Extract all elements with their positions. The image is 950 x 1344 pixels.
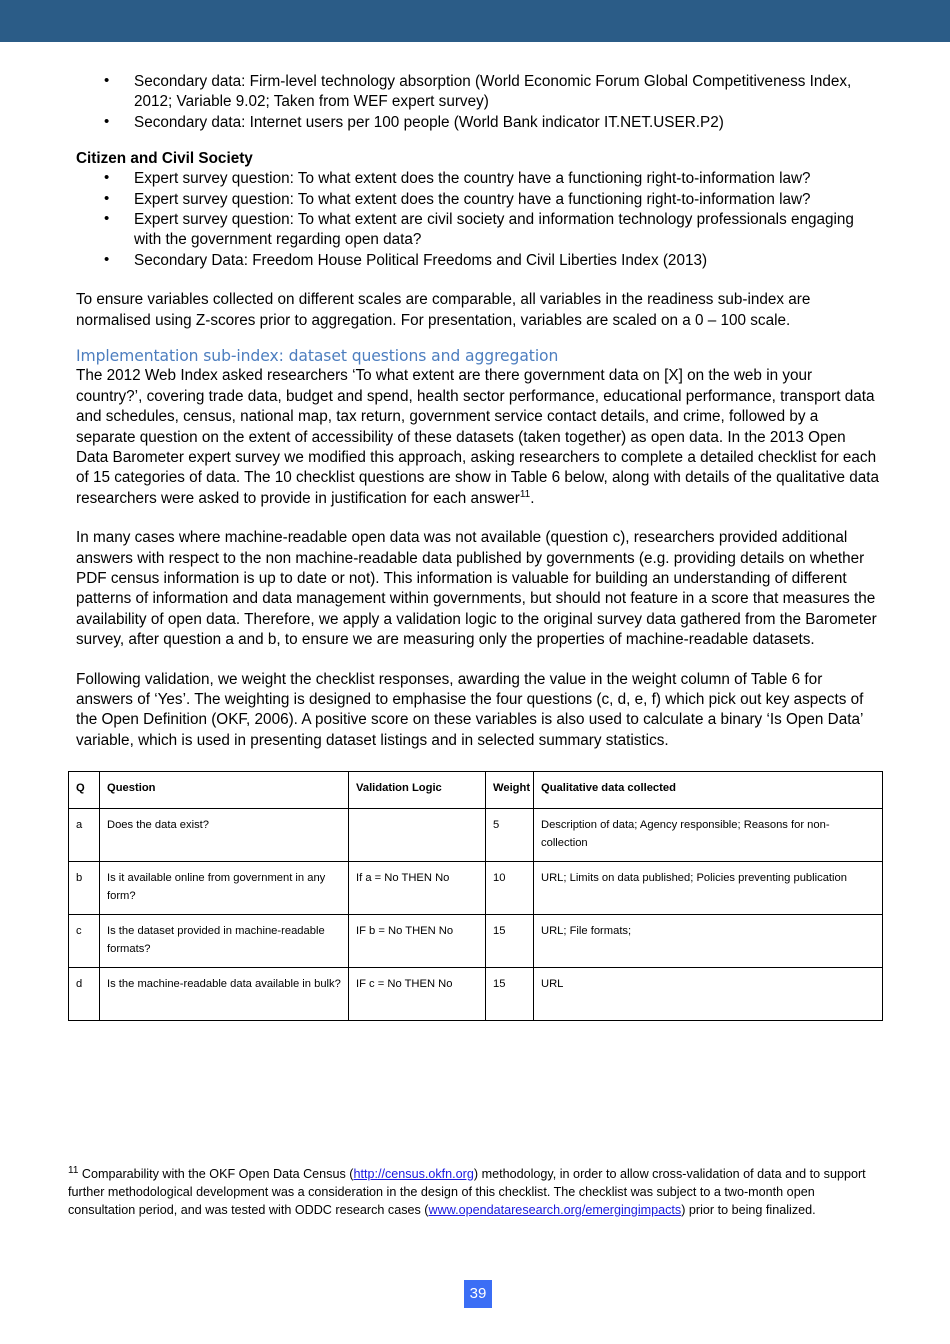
cell-validation: If a = No THEN No	[349, 862, 486, 915]
footnote-marker: 11	[68, 1164, 79, 1176]
secondary-data-bullet-list	[76, 72, 882, 133]
table-row	[69, 968, 883, 1021]
cell-qualitative: URL; File formats;	[534, 915, 883, 968]
table-row	[69, 862, 883, 915]
list-item: • Secondary Data: Freedom House Political Freedoms and Civil Liberties Index (2013)	[76, 251, 882, 271]
machine-readable-paragraph: In many cases where machine-readable open data was not available (question c), researchers provided additional answers with respect to the non machine-readable data published by governments (e.g. providing details on whether PDF census information is up to date or not). This information is valuable for building an understanding of different patterns of information and data management within governments, but should not feature in a score that measures the availability of open data. Therefore, we apply a validation logic to the original survey data gathered from the Barometer survey, after question a and b, to ensure we are measuring only the properties of machine-readable datasets.	[76, 529, 877, 649]
cell-q: d	[69, 968, 100, 1021]
footnote-text-part-1: Comparability with the OKF Open Data Census (	[78, 1167, 354, 1181]
footnote-link-census-okfn[interactable]: http://census.okfn.org	[353, 1167, 474, 1181]
column-header-validation-logic: Validation Logic	[349, 772, 486, 809]
checklist-table	[68, 771, 883, 1021]
spacer	[76, 509, 882, 528]
cell-question: Does the data exist?	[100, 809, 349, 862]
list-item: • Expert survey question: To what extent does the country have a functioning right-to-information law?	[76, 190, 882, 210]
spacer	[76, 651, 882, 670]
implementation-paragraph	[76, 366, 882, 509]
top-banner	[0, 0, 950, 42]
footnote-text-part-3: ) prior to being finalized.	[681, 1202, 816, 1217]
column-header-qualitative-data: Qualitative data collected	[534, 772, 883, 809]
normalisation-paragraph: To ensure variables collected on different scales are comparable, all variables in the readiness sub-index are normalised using Z-scores prior to aggregation. For presentation, variables are scaled on a 0 – 100 scale.	[76, 291, 811, 329]
cell-weight: 15	[486, 915, 534, 968]
column-header-q: Q	[69, 772, 100, 809]
footnote-link-opendataresearch[interactable]: www.opendataresearch.org/emergingimpacts	[428, 1202, 682, 1217]
list-item: • Expert survey question: To what extent does the country have a functioning right-to-information law?	[76, 169, 882, 189]
list-item: • Secondary data: Internet users per 100 people (World Bank indicator IT.NET.USER.P2)	[76, 113, 882, 133]
weighting-paragraph: Following validation, we weight the checklist responses, awarding the value in the weight column of Table 6 for answers of ‘Yes’. The weighting is designed to emphasise the four questions (c, d, e, f) which pick out key aspects of the Open Definition (OKF, 2006). A positive score on these variables is also used to calculate a binary ‘Is Open Data’ variable, which is used in presenting dataset listings and in selected summary statistics.	[76, 670, 864, 749]
column-header-weight: Weight	[486, 772, 534, 809]
implementation-paragraph-tail: .	[530, 489, 535, 507]
implementation-paragraph-text: The 2012 Web Index asked researchers ‘To what extent are there government data on [X] on the web in your country?’, covering trade data, budget and spend, health sector performance, educational performance, transport data and schedules, census, national map, tax return, government service contact details, and crime, followed by a separate question on the extent of accessibility of these datasets (taken together) as open data. In the 2013 Open Data Barometer expert survey we modified this approach, asking researchers to complete a detailed checklist for each of 15 categories of data. The 10 checklist questions are show in Table 6 below, along with details of the qualitative data researchers were asked to provide in justification for each answer	[76, 367, 880, 507]
cell-q: b	[69, 862, 100, 915]
list-item: • Expert survey question: To what extent are civil society and information technology professionals engaging with the government regarding open data?	[76, 210, 882, 251]
cell-weight: 5	[486, 809, 534, 862]
column-header-question: Question	[100, 772, 349, 809]
page-content	[76, 72, 882, 1021]
cell-q: c	[69, 915, 100, 968]
cell-validation	[349, 809, 486, 862]
cell-qualitative: URL; Limits on data published; Policies preventing publication	[534, 862, 883, 915]
table-row	[69, 809, 883, 862]
table-header-row	[69, 772, 883, 809]
cell-qualitative: Description of data; Agency responsible; Reasons for non-collection	[534, 809, 883, 862]
cell-validation: IF b = No THEN No	[349, 915, 486, 968]
citizen-civil-society-heading: Citizen and Civil Society	[76, 150, 253, 168]
cell-question: Is the machine-readable data available in bulk?	[100, 968, 349, 1021]
cell-qualitative: URL	[534, 968, 883, 1021]
footnote-marker-inline: 11	[519, 488, 531, 500]
cell-validation: IF c = No THEN No	[349, 968, 486, 1021]
table-row	[69, 915, 883, 968]
cell-question: Is it available online from government in any form?	[100, 862, 349, 915]
spacer	[76, 331, 882, 347]
implementation-sub-index-heading: Implementation sub-index: dataset questions and aggregation	[76, 346, 559, 365]
footnote-text-part-2: ) methodology, in order to allow cross-validation of data and to support further methodological development was a consideration in the design of this checklist. The checklist was subject to a two-month open consultation period, and was tested with ODDC research cases (	[68, 1167, 866, 1217]
spacer	[76, 133, 882, 149]
list-item: • Secondary data: Firm-level technology absorption (World Economic Forum Global Competitiveness Index, 2012; Variable 9.02; Taken from WEF expert survey)	[76, 72, 882, 113]
footnote-block	[68, 1166, 884, 1220]
spacer	[76, 271, 882, 290]
cell-q: a	[69, 809, 100, 862]
cell-weight: 10	[486, 862, 534, 915]
citizen-civil-society-bullet-list	[76, 169, 882, 271]
page-number-badge: 39	[464, 1280, 492, 1308]
cell-weight: 15	[486, 968, 534, 1021]
checklist-table-container	[76, 771, 882, 1021]
cell-question: Is the dataset provided in machine-readable formats?	[100, 915, 349, 968]
